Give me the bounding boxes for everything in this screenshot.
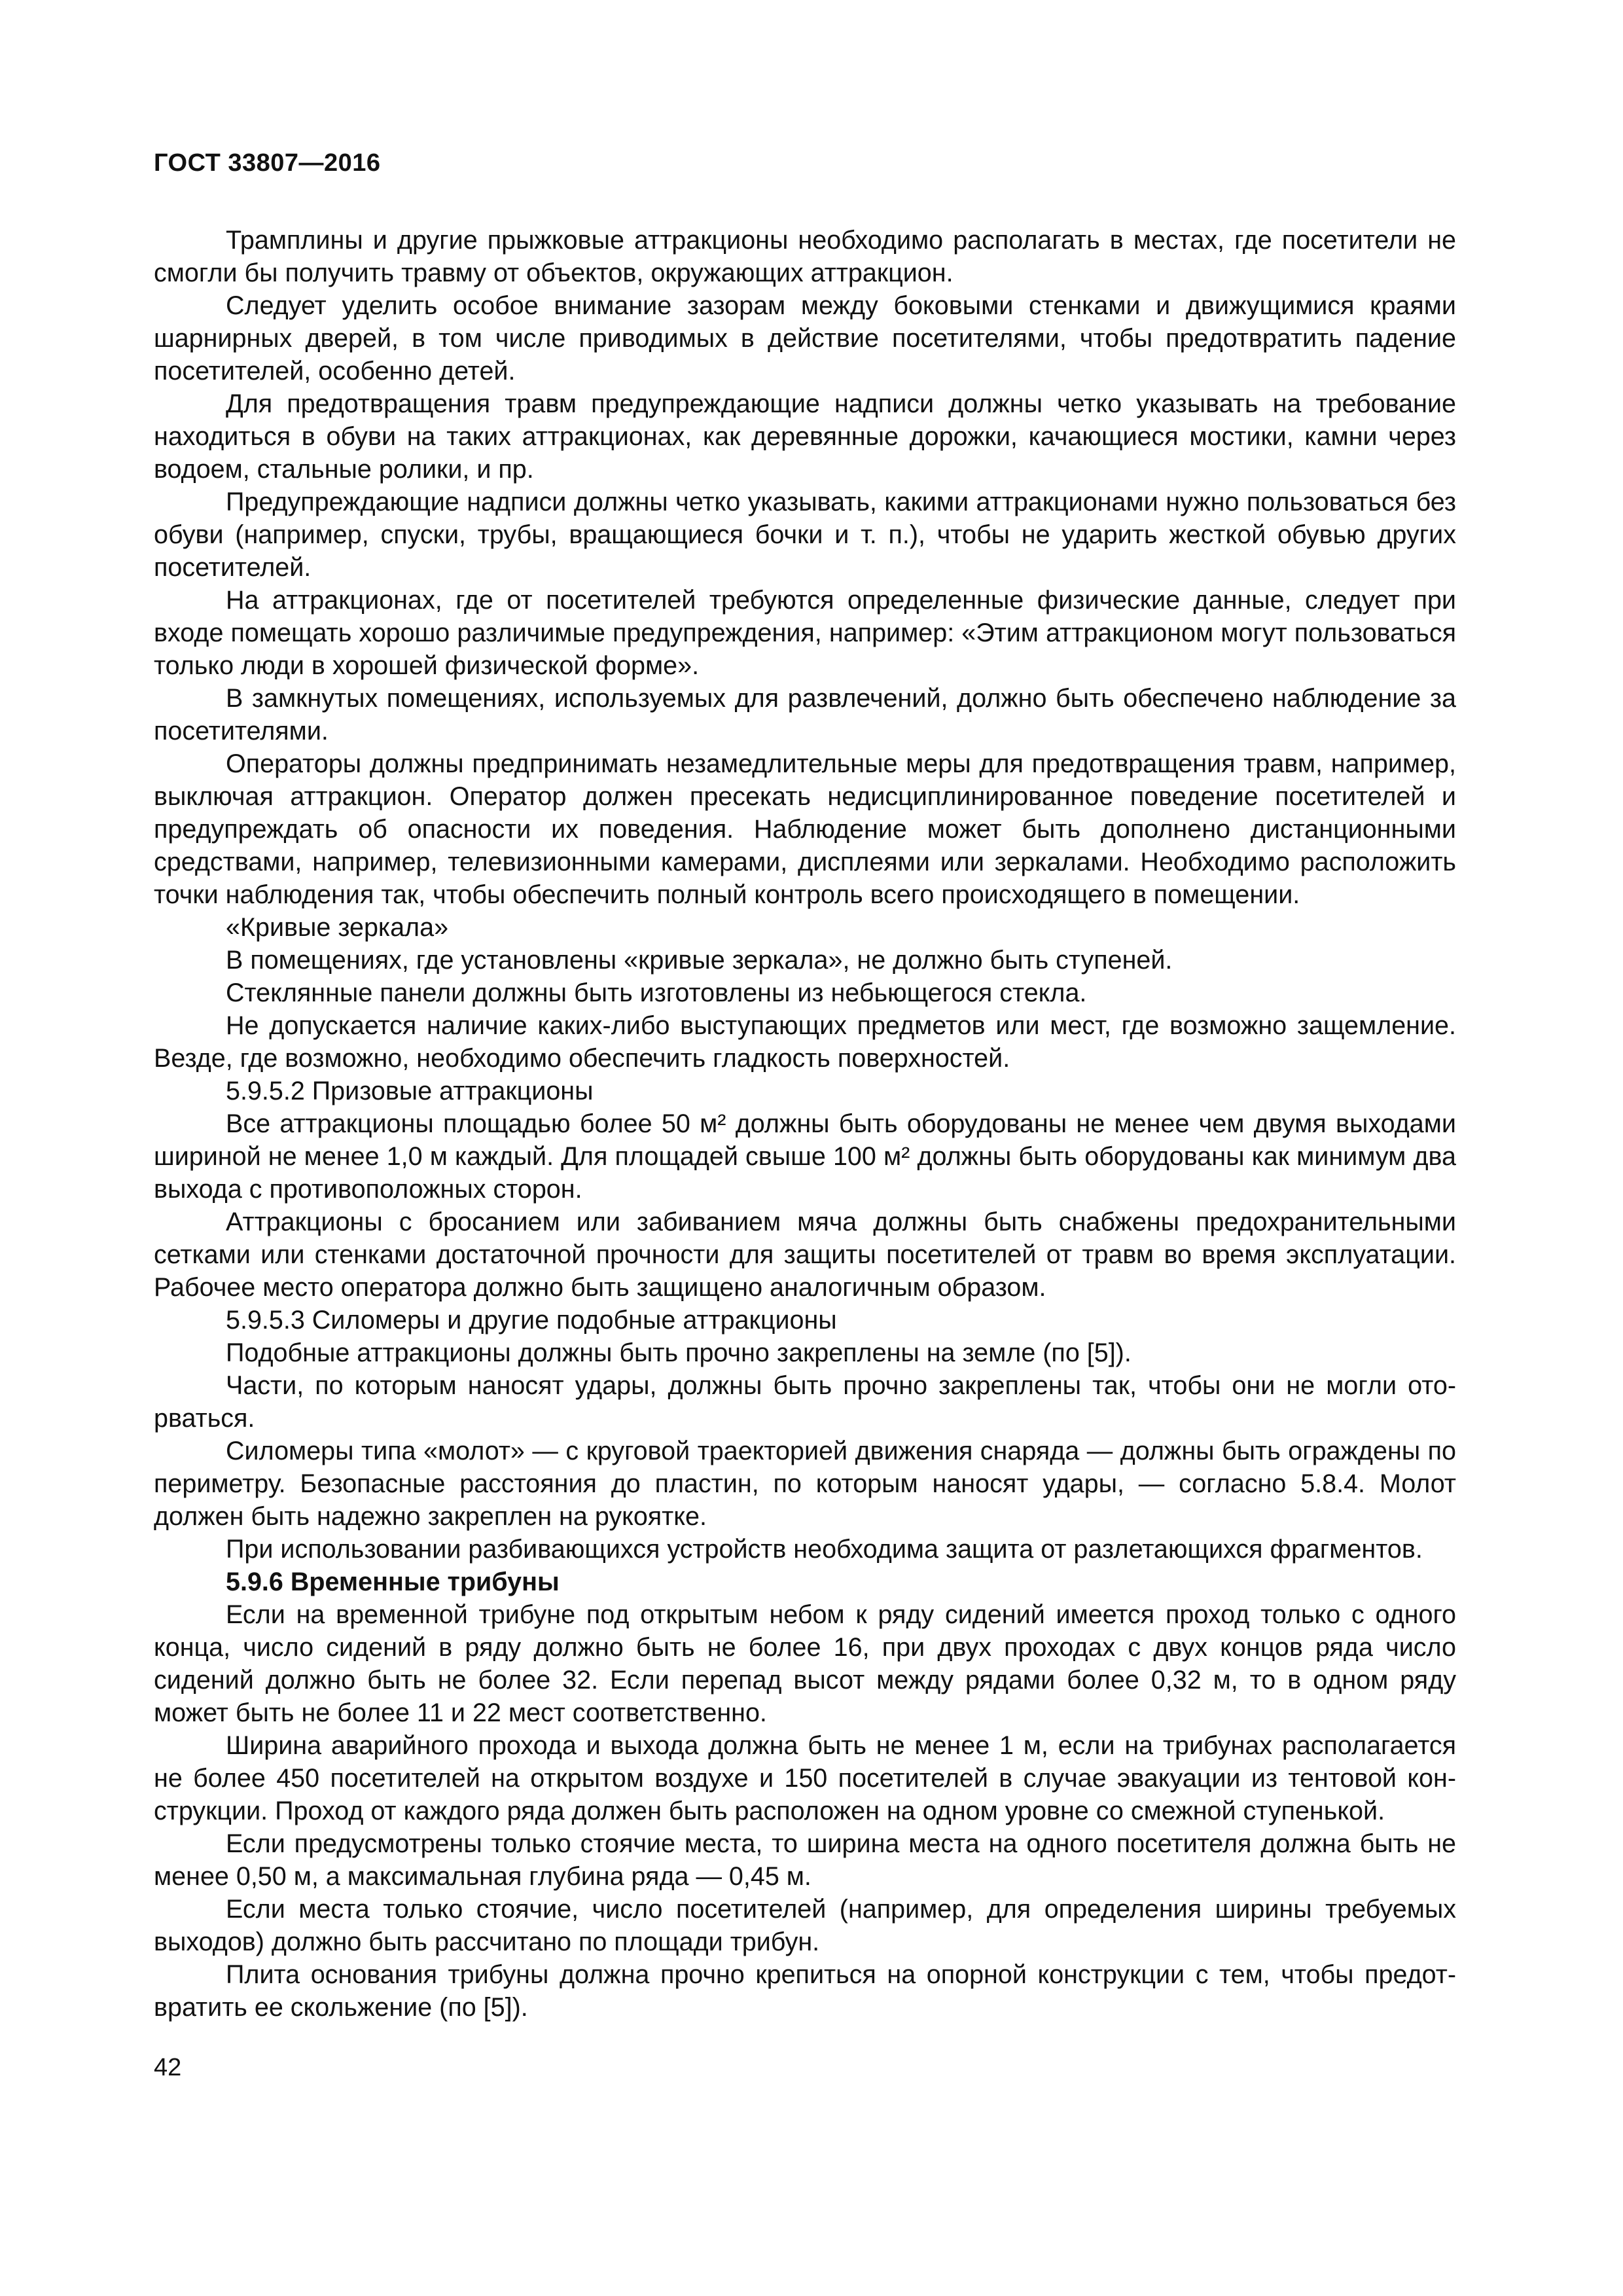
paragraph: Силомеры типа «молот» — с круговой траекторией движения снаряда — должны быть ограждены по периметру. Безопасные расстояния до пластин, по которым наносят удары, — согласно 5.8.4. Молот должен быть надежно закреплен на рукоятке. (154, 1437, 1456, 1531)
section-heading-5-9-5-3: 5.9.5.3 Силомеры и другие подобные аттракционы (226, 1306, 837, 1335)
paragraph: Стеклянные панели должны быть изготовлены из небьющегося стекла. (226, 978, 1087, 1007)
body-text (154, 224, 1456, 2024)
paragraph: Трамплины и другие прыжковые аттракционы необходимо располагать в местах, где посетители не смогли бы получить травму от объектов, окружающих аттракцион. (154, 226, 1456, 287)
subheading-crooked-mirrors: «Кривые зеркала» (226, 913, 449, 942)
section-heading-5-9-5-2: 5.9.5.2 Призовые аттракционы (226, 1077, 594, 1105)
standard-designation: ГОСТ 33807—2016 (154, 149, 381, 177)
paragraph: В помещениях, где установлены «кривые зеркала», не должно быть ступеней. (226, 946, 1173, 975)
paragraph: При использовании разбивающихся устройств необходима защита от разлетающихся фрагментов. (226, 1535, 1423, 1564)
paragraph: Для предотвращения травм предупреждающие надписи должны четко указывать на требование находиться в обуви на таких аттракционах, как деревянные дорожки, качающиеся мостики, камни через водоем, стальные ролики, и пр. (154, 389, 1456, 484)
paragraph: Плита основания трибуны должна прочно крепиться на опорной конструкции с тем, чтобы предотвратить ее скольжение (по [5]). (154, 1960, 1456, 2022)
section-heading-5-9-6: 5.9.6 Временные трибуны (226, 1568, 560, 1596)
paragraph: Следует уделить особое внимание зазорам между боковыми стенками и движущимися краями шарнирных дверей, в том числе приводимых в действие посетителями, чтобы предотвратить падение посетителей, особенно детей. (154, 291, 1456, 386)
paragraph: Части, по которым наносят удары, должны быть прочно закреплены так, чтобы они не могли оторваться. (154, 1371, 1456, 1433)
paragraph: Если предусмотрены только стоячие места, то ширина места на одного посетителя должна быть не менее 0,50 м, а максимальная глубина ряда — 0,45 м. (154, 1829, 1456, 1891)
page-number: 42 (154, 2054, 182, 2081)
paragraph: На аттракционах, где от посетителей требуются определенные физические данные, следует при входе помещать хорошо различимые предупреждения, например: «Этим аттракционом могут пользоваться только люди в хорошей физической форме». (154, 586, 1456, 680)
paragraph: Предупреждающие надписи должны четко указывать, какими аттракционами нужно пользоваться без обуви (например, спуски, трубы, вращающиеся бочки и т. п.), чтобы не ударить жесткой обувью других посетителей. (154, 488, 1456, 582)
paragraph: Подобные аттракционы должны быть прочно закреплены на земле (по [5]). (226, 1338, 1132, 1367)
paragraph: Все аттракционы площадью более 50 м² должны быть оборудованы не менее чем двумя выходами шириной не менее 1,0 м каждый. Для площадей свыше 100 м² должны быть оборудованы как минимум два выхода с противоположных сторон. (154, 1109, 1456, 1204)
paragraph: Если места только стоячие, число посетителей (например, для определения ширины требуемых выходов) должно быть рассчитано по площади трибун. (154, 1895, 1456, 1956)
paragraph: Если на временной трибуне под открытым небом к ряду сидений имеется проход только с одного конца, число сидений в ряду должно быть не более 16, при двух проходах с двух концов ряда число сидений должно быть не более 32. Если перепад высот между рядами более 0,32 м, то в одном ряду может быть не более 11 и 22 мест соответственно. (154, 1600, 1456, 1727)
paragraph: В замкнутых помещениях, используемых для развлечений, должно быть обеспечено наблюдение за посетителями. (154, 684, 1456, 745)
paragraph: Операторы должны предпринимать незамедлительные меры для предотвращения травм, например, выключая аттракцион. Оператор должен пресекать недисциплинированное поведение посетителей и предупреждать об опасности их поведения. Наблюдение может быть дополнено дистанционными средствами, например, телевизионными камерами, дисплеями или зеркалами. Необходимо расположить точки наблюдения так, чтобы обеспечить полный контроль всего происходящего в помещении. (154, 749, 1456, 909)
paragraph: Аттракционы с бросанием или забиванием мяча должны быть снабжены предохранительными сетками или стенками достаточной прочности для защиты посетителей от травм во время эксплуатации. Рабочее место оператора должно быть защищено аналогичным образом. (154, 1208, 1456, 1302)
paragraph: Ширина аварийного прохода и выхода должна быть не менее 1 м, если на трибунах располагается не более 450 посетителей на открытом воздухе и 150 посетителей в случае эвакуации из тентовой конструкции. Проход от каждого ряда должен быть расположен на одном уровне со смежной ступенькой. (154, 1731, 1456, 1825)
paragraph: Не допускается наличие каких-либо выступающих предметов или мест, где возможно защемление. Везде, где возможно, необходимо обеспечить гладкость поверхностей. (154, 1011, 1456, 1073)
